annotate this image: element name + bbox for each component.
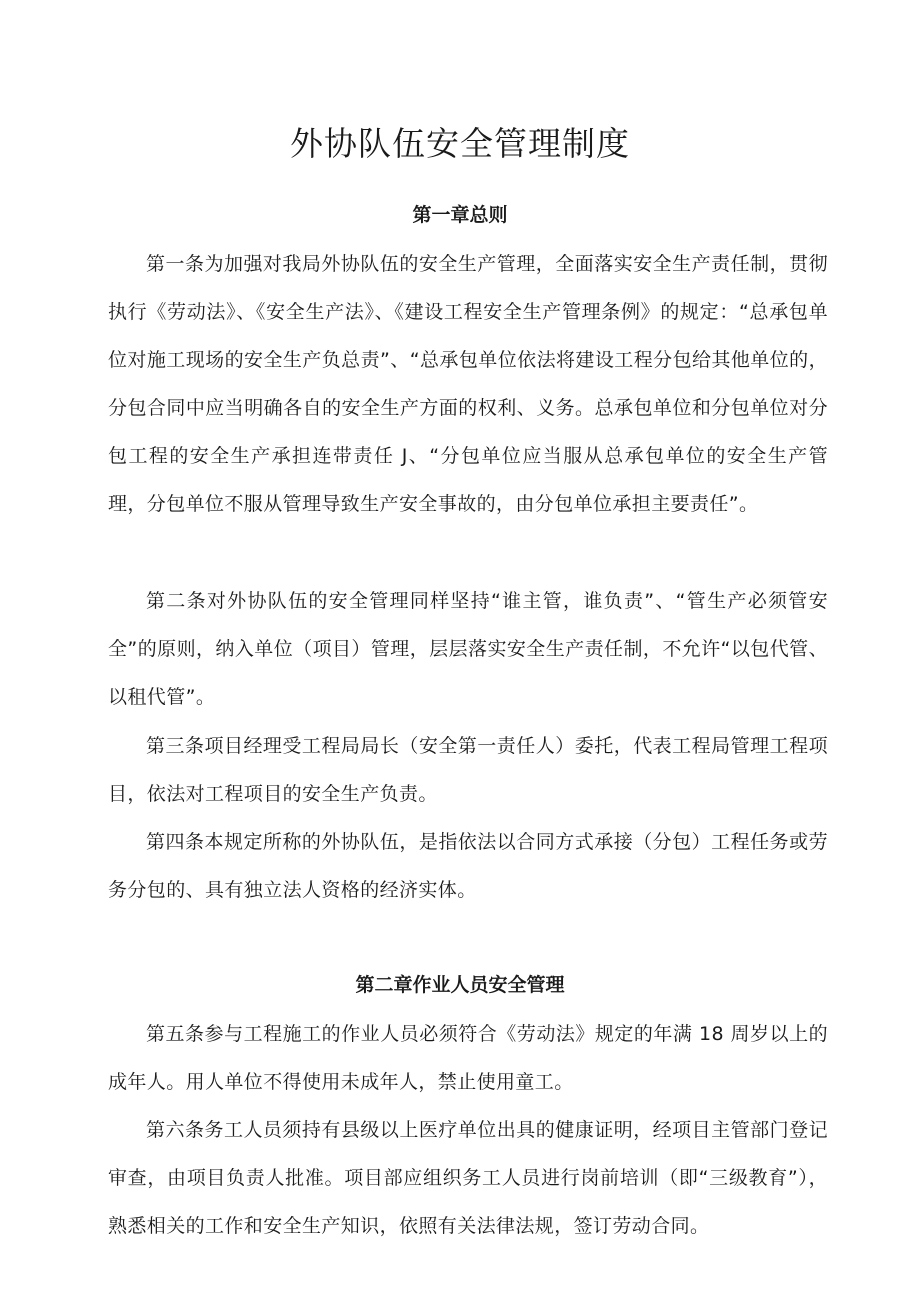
article-paragraph: 第五条参与工程施工的作业人员必须符合《劳动法》规定的年满 18 周岁以上的成年人。用人单位不得使用未成年人，禁止使用童工。	[108, 1023, 828, 1093]
article-paragraph: 第四条本规定所称的外协队伍，是指依法以合同方式承接（分包）工程任务或劳务分包的、具有独立法人资格的经济实体。	[108, 831, 828, 901]
chapter-heading: 第一章总则	[412, 204, 508, 226]
article-paragraph: 第一条为加强对我局外协队伍的安全生产管理，全面落实安全生产责任制，贯彻执行《劳动法》、《安全生产法》、《建设工程安全生产管理条例》的规定：“总承包单位对施工现场的安全生产负总责”、“总承包单位依法将建设工程分包给其他单位的，分包合同中应当明确各自的安全生产方面的权利、义务。总承包单位和分包单位对分包工程的安全生产承担连带责任 J、“分包单位应当服从总承包单位的安全生产管理，分包单位不服从管理导致生产安全事故的，由分包单位承担主要责任”。	[108, 253, 828, 515]
article-paragraph: 第二条对外协队伍的安全管理同样坚持“谁主管，谁负责”、“管生产必须管安全”的原则，纳入单位（项目）管理，层层落实安全生产责任制，不允许“以包代管、以租代管”。	[108, 590, 828, 708]
document-title: 外协队伍安全管理制度	[290, 124, 630, 163]
article-paragraph: 第六条务工人员须持有县级以上医疗单位出具的健康证明，经项目主管部门登记审查，由项目负责人批准。项目部应组织务工人员进行岗前培训（即“三级教育”），熟悉相关的工作和安全生产知识，依照有关法律法规，签订劳动合同。	[108, 1119, 828, 1237]
article-paragraph: 第三条项目经理受工程局局长（安全第一责任人）委托，代表工程局管理工程项目，依法对工程项目的安全生产负责。	[108, 735, 828, 805]
chapter-heading: 第二章作业人员安全管理	[355, 974, 565, 996]
